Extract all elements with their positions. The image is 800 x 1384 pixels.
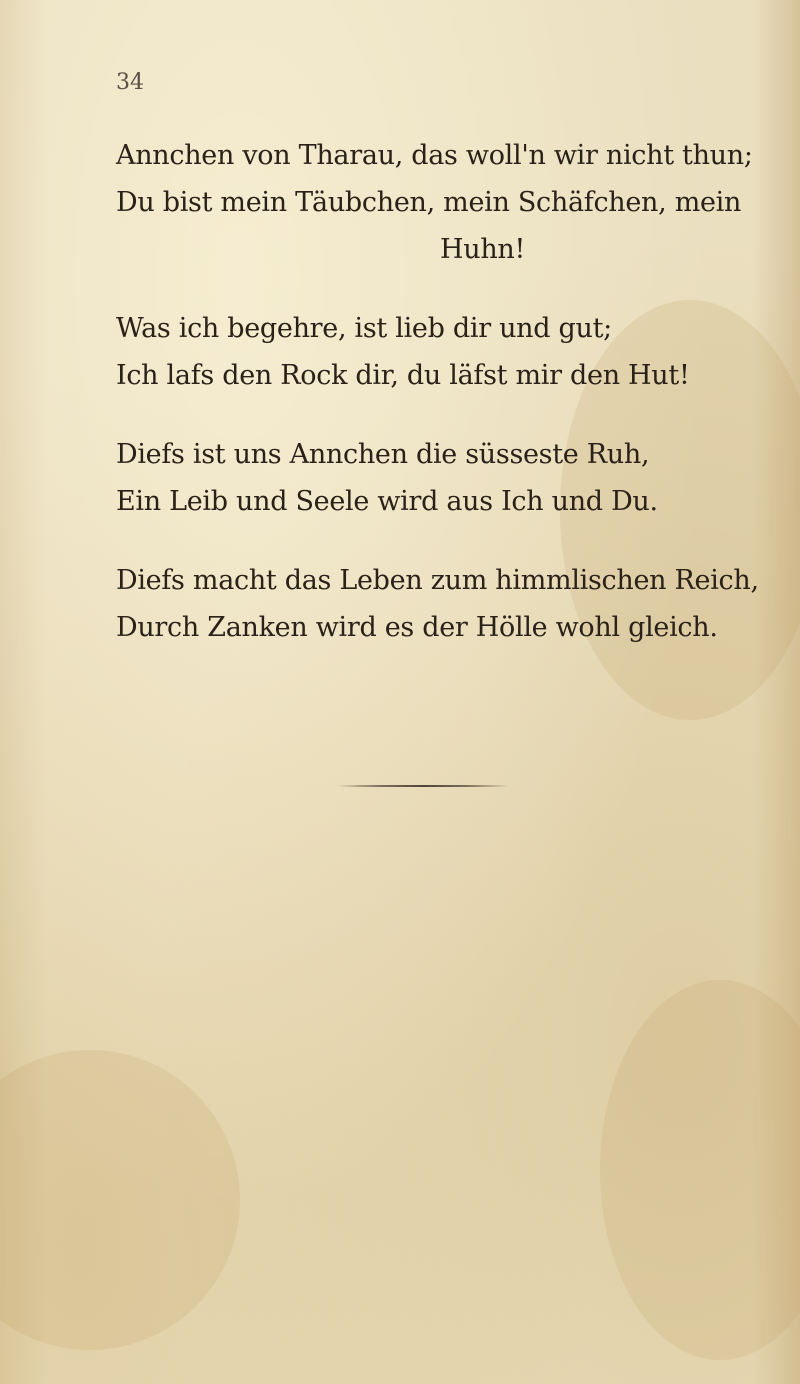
poem-line: Was ich begehre, ist lieb dir und gut; [116, 313, 612, 344]
poem-line: Diefs macht das Leben zum himmlischen Reich, [116, 565, 759, 596]
stanza-3 [116, 431, 756, 525]
stanza-2 [116, 305, 756, 399]
poem-line: Du bist mein Täubchen, mein Schäfchen, mein [116, 187, 742, 218]
poem-line-continuation: Huhn! [440, 234, 526, 265]
stanza-1 [116, 132, 756, 273]
stanza-4 [116, 557, 759, 651]
poem-line: Ich lafs den Rock dir, du läfst mir den Hut! [116, 360, 690, 391]
poem-line: Ein Leib und Seele wird aus Ich und Du. [116, 486, 658, 517]
poem-line: Annchen von Tharau, das woll'n wir nicht thun; [116, 140, 753, 171]
paper-stain [600, 980, 800, 1360]
paper-stain [0, 1050, 240, 1350]
poem-line: Diefs ist uns Annchen die süsseste Ruh, [116, 439, 650, 470]
poem-line: Durch Zanken wird es der Hölle wohl gleich. [116, 612, 718, 643]
page-number: 34 [116, 70, 144, 95]
poem [116, 132, 759, 651]
ornamental-rule [338, 784, 510, 788]
